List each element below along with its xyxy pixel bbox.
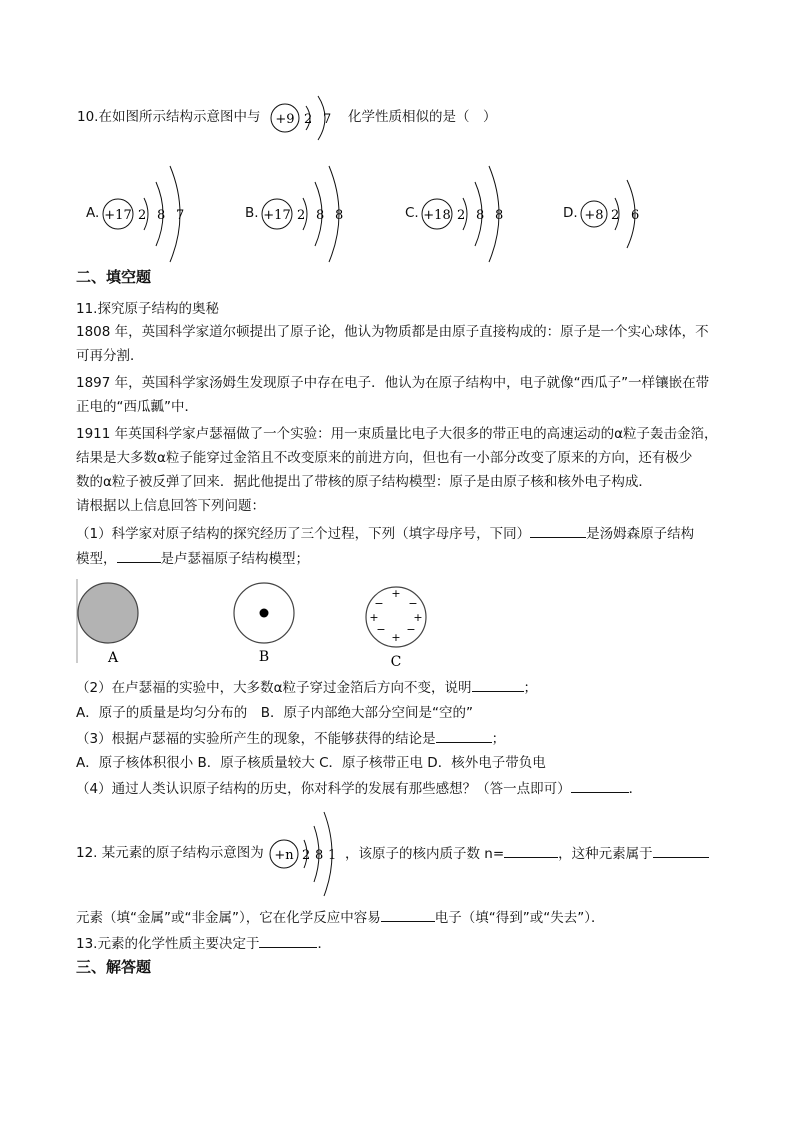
shell-electron-count: 2 — [457, 208, 466, 223]
q12-atom-diagram — [268, 808, 348, 900]
answer-blank[interactable] — [259, 933, 317, 948]
q11-sub3-text: （3）根据卢瑟福的实验所产生的现象，不能够获得的结论是 — [76, 731, 436, 747]
q11-sub2-text: （2）在卢瑟福的实验中，大多数α粒子穿过金箔后方向不变，说明 — [76, 680, 472, 696]
q10-stem-prefix: 10.在如图所示结构示意图中与 — [77, 109, 261, 125]
q11-title: 11.探究原子结构的奥秘 — [76, 301, 219, 317]
answer-blank[interactable] — [436, 728, 492, 743]
answer-blank[interactable] — [571, 778, 629, 793]
q10-option-d-label: D. — [563, 205, 578, 221]
shell-electron-count: 7 — [176, 208, 185, 223]
model-c-positive-charge: + — [391, 587, 401, 600]
section-heading-fill-in: 二、填空题 — [76, 268, 152, 286]
nucleus-charge: +17 — [263, 208, 291, 223]
q11-sub3-end: ； — [491, 731, 506, 747]
q11-sub1-text-d: 是卢瑟福原子结构模型； — [160, 551, 309, 567]
model-c-negative-charge: − — [376, 623, 386, 636]
shell-electron-count: 8 — [335, 208, 344, 223]
shell-electron-count: 2 — [304, 112, 313, 127]
q11-sub1-line1 — [76, 523, 694, 544]
q11-paragraph-1897-cont: 正电的“西瓜瓤”中． — [76, 399, 198, 415]
q12-line2-text: 元素（填“金属”或“非金属”），它在化学反应中容易 — [76, 910, 381, 926]
q11-paragraph-1808: 1808 年，英国科学家道尔顿提出了原子论，他认为物质都是由原子直接构成的：原子是一个实心球体，不 — [76, 324, 709, 340]
answer-blank[interactable] — [117, 548, 161, 563]
q11-sub3-options: A．原子核体积很小 B．原子核质量较大 C．原子核带正电 D．核外电子带负电 — [76, 755, 546, 771]
answer-blank[interactable] — [530, 523, 586, 538]
q11-sub1-text-c: 模型， — [76, 551, 117, 567]
q13-end: ． — [317, 936, 331, 952]
q11-sub4-text: （4）通过人类认识原子结构的历史，你对科学的发展有那些感想？（答一点即可） — [76, 781, 571, 797]
q11-sub4 — [76, 778, 642, 799]
q11-paragraph-1897: 1897 年，英国科学家汤姆生发现原子中存在电子．他认为在原子结构中，电子就像“西瓜子”一样镶嵌在带 — [76, 375, 710, 391]
model-a-label: A — [107, 650, 119, 666]
model-b-nucleus — [260, 609, 269, 618]
answer-blank[interactable] — [653, 843, 709, 858]
q11-sub1-text-a: （1）科学家对原子结构的探究经历了三个过程，下列（填字母序号，下同） — [76, 526, 531, 542]
nucleus-charge: +18 — [423, 208, 451, 223]
q11-sub2 — [76, 677, 537, 698]
model-c-negative-charge: − — [408, 597, 418, 610]
model-a-solid-sphere — [78, 583, 138, 643]
model-c-positive-charge: + — [391, 631, 401, 644]
shell-electron-count: 8 — [495, 208, 504, 223]
model-c-negative-charge: − — [406, 623, 416, 636]
q12-stem-line2 — [76, 907, 604, 928]
shell-electron-count: 2 — [138, 208, 147, 223]
shell-electron-count: 2 — [302, 848, 311, 863]
answer-blank[interactable] — [472, 677, 524, 692]
q11-sub1-text-b: 是汤姆森原子结构 — [586, 526, 695, 542]
answer-blank[interactable] — [504, 843, 558, 858]
q10-option-d-atom-diagram — [579, 172, 659, 256]
q10-option-b-atom-diagram — [259, 162, 359, 266]
q11-sub2-end: ； — [523, 680, 537, 696]
shell-electron-count: 8 — [157, 208, 166, 223]
shell-electron-count: 7 — [323, 112, 332, 127]
shell-electron-count: 8 — [476, 208, 485, 223]
q12-stem-mid2: ，这种元素属于 — [558, 846, 653, 862]
shell-electron-count: 6 — [631, 208, 640, 223]
shell-electron-count: 1 — [328, 848, 337, 863]
q11-paragraph-1808-cont: 可再分割． — [76, 348, 144, 364]
model-c-positive-charge: + — [413, 611, 423, 624]
q10-option-b-label: B. — [245, 205, 259, 221]
nucleus-charge: +17 — [104, 208, 132, 223]
nucleus-charge: +9 — [275, 112, 295, 127]
model-c-positive-charge: + — [369, 611, 379, 624]
q12-stem-prefix: 12. 某元素的原子结构示意图为 — [76, 845, 264, 861]
q11-sub2-options: A．原子的质量是均匀分布的 B．原子内部绝大部分空间是“空的” — [76, 705, 473, 721]
shell-electron-count: 2 — [611, 208, 620, 223]
section-heading-answer: 三、解答题 — [76, 958, 152, 976]
model-c-label: C — [390, 654, 402, 670]
q11-paragraph-1911-cont: 结果是大多数α粒子能穿过金箔且不改变原来的前进方向，但也有一小部分改变了原来的方向，还有极少 — [76, 450, 693, 466]
q10-reference-atom-diagram — [268, 88, 348, 152]
nucleus-charge: +n — [274, 848, 294, 863]
q10-stem-suffix: 化学性质相似的是（ ） — [348, 109, 497, 125]
shell-electron-count: 8 — [316, 208, 325, 223]
answer-blank[interactable] — [381, 907, 435, 922]
q11-paragraph-1911-cont2: 数的α粒子被反弹了回来．据此他提出了带核的原子结构模型：原子是由原子核和核外电子构成． — [76, 474, 652, 490]
q11-sub3 — [76, 728, 505, 749]
atom-model-figure — [74, 577, 434, 669]
q10-option-a-label: A. — [86, 205, 100, 221]
q11-sub1-line2 — [76, 548, 309, 569]
q12-line2-end: 电子（填“得到”或“失去”）． — [434, 910, 605, 926]
shell-electron-count: 2 — [297, 208, 306, 223]
model-b-label: B — [258, 649, 270, 665]
nucleus-charge: +8 — [584, 208, 604, 223]
q12-stem-mid: ，该原子的核内质子数 n= — [345, 846, 505, 862]
q13-stem — [76, 933, 331, 954]
q12-stem-line1 — [345, 843, 709, 864]
shell-electron-count: 8 — [315, 848, 324, 863]
q10-option-c-atom-diagram — [419, 162, 519, 266]
q11-paragraph-1911: 1911 年英国科学家卢瑟福做了一个实验：用一束质量比电子大很多的带正电的高速运动的α粒子轰击金箔， — [76, 426, 718, 442]
q10-option-a-atom-diagram — [100, 162, 200, 266]
q10-option-c-label: C. — [405, 205, 419, 221]
q11-prompt: 请根据以上信息回答下列问题： — [76, 498, 265, 514]
model-c-negative-charge: − — [374, 597, 384, 610]
q11-sub4-end: ． — [628, 781, 643, 797]
q13-text: 13.元素的化学性质主要决定于 — [76, 936, 260, 952]
